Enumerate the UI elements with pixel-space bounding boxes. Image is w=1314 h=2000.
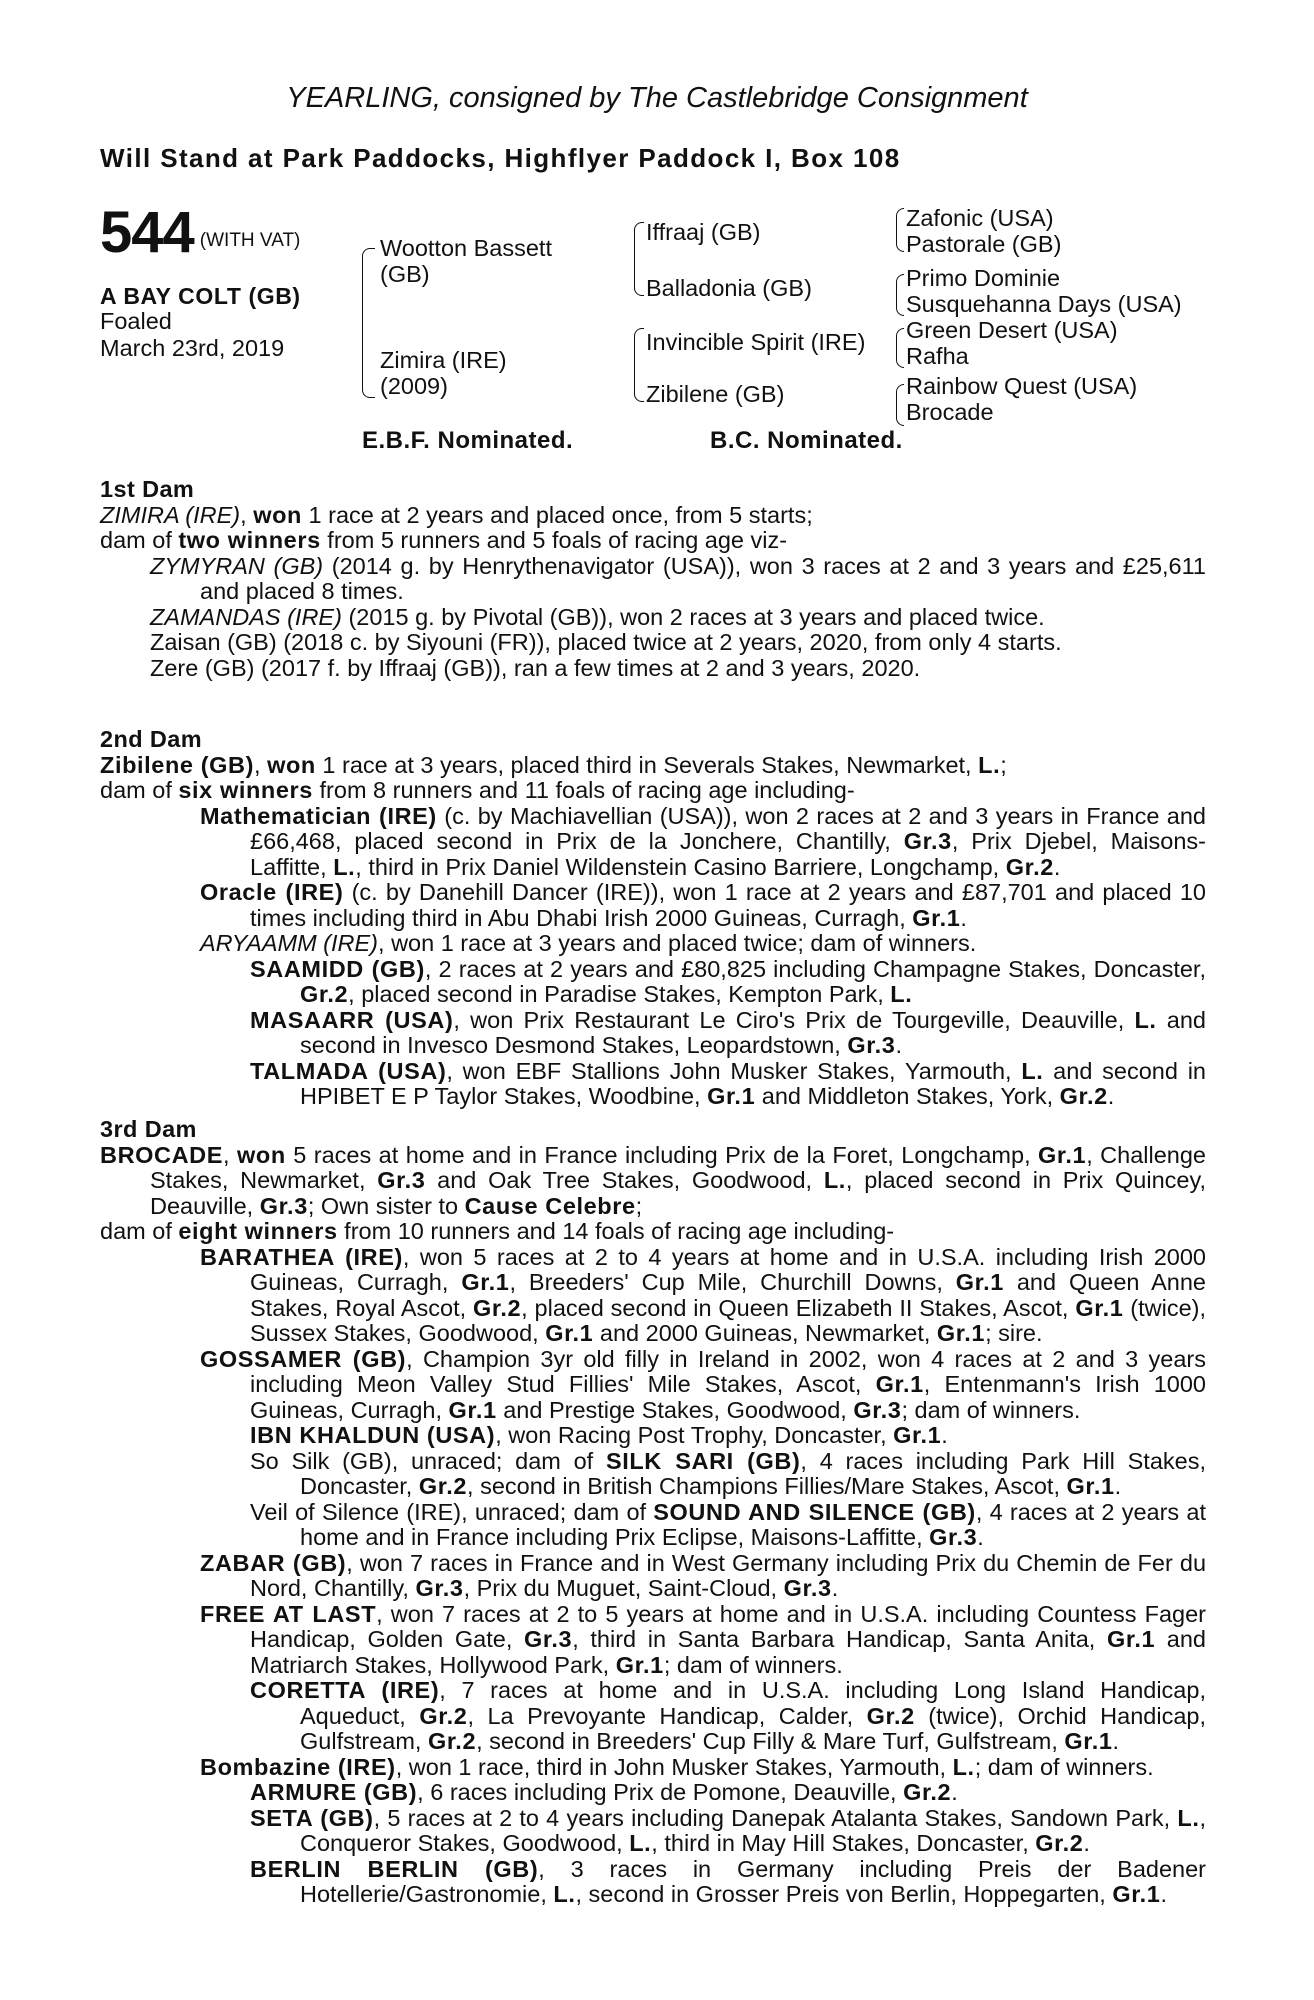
- text-fragment: ;: [1000, 751, 1007, 778]
- sire-dam-dam: Susquehanna Days (USA): [906, 291, 1182, 317]
- sire-dam: Balladonia (GB): [646, 275, 812, 301]
- first-dam-won: won: [253, 501, 302, 528]
- lot-number: 544: [100, 200, 194, 265]
- first-dam-produce-intro: [100, 528, 1206, 554]
- horse-name: MASAARR (USA): [250, 1006, 454, 1033]
- grade-tag: Gr.1: [448, 1396, 497, 1423]
- third-dam-won: won: [237, 1141, 286, 1168]
- text-fragment: ,: [254, 751, 268, 778]
- text-fragment: .: [1083, 1830, 1090, 1856]
- pedigree-brace-main: [362, 248, 375, 398]
- text-fragment: (c. by Danehill Dancer (IRE)), won 1 race at 2 years and £87,701 and placed 10 times including third in Abu Dhabi Irish 2000 Guineas, Curragh,: [250, 879, 1206, 931]
- text-fragment: , won 5 races at 2 to 4 years at home and in U.S.A. including Irish 2000 Guineas, Curragh,: [250, 1243, 1206, 1295]
- grand-produce-entry: [100, 1008, 1206, 1059]
- text-fragment: ; dam of winners.: [663, 1651, 843, 1678]
- third-dam-winners-count: eight winners: [178, 1218, 338, 1244]
- text-fragment: from 5 runners and 5 foals of racing age viz-: [320, 527, 788, 553]
- text-fragment: ;: [635, 1192, 643, 1219]
- text-fragment: dam of: [100, 527, 179, 553]
- text-fragment: , placed second in Paradise Stakes, Kempton Park,: [348, 981, 891, 1007]
- grade-tag: Gr.3: [903, 828, 952, 854]
- text-fragment: and Middleton Stakes, York,: [755, 1083, 1060, 1109]
- second-dam-name: Zibilene (GB): [100, 751, 255, 778]
- pedigree-brace-dd: [896, 384, 904, 426]
- text-fragment: and Matriarch Stakes, Hollywood Park,: [250, 1626, 1207, 1678]
- bc-nominated: B.C. Nominated.: [710, 427, 903, 454]
- grade-tag: Gr.2: [1059, 1083, 1108, 1109]
- text-fragment: , third in Prix Daniel Wildenstein Casino Barriere, Longchamp,: [355, 853, 1006, 880]
- second-dam-won: won: [267, 751, 316, 778]
- text-fragment: , won EBF Stallions John Musker Stakes, Yarmouth,: [446, 1057, 1022, 1084]
- produce-entry: [100, 931, 1206, 957]
- text-fragment: (2014 g. by Henrythenavigator (USA)), won 3 races at 2 and 3 years and £25,611 and placed 8 times.: [200, 552, 1207, 604]
- grade-tag: Gr.2: [300, 981, 349, 1007]
- second-dam-heading: 2nd Dam: [100, 726, 203, 752]
- grade-tag: Gr.3: [783, 1575, 832, 1601]
- text-fragment: , won 1 race, third in John Musker Stakes, Yarmouth,: [395, 1753, 953, 1780]
- text-fragment: and second in HPIBET E P Taylor Stakes, Woodbine,: [300, 1057, 1206, 1109]
- text-fragment: and Oak Tree Stakes, Goodwood,: [425, 1167, 824, 1193]
- text-fragment: from 10 runners and 14 foals of racing age including-: [337, 1218, 895, 1244]
- horse-name: BARATHEA (IRE): [200, 1243, 403, 1270]
- text-fragment: (c. by Machiavellian (USA)), won 2 races at 2 and 3 years in France and £66,468, placed second in Prix de la Jonchere, Chantilly,: [250, 802, 1206, 854]
- second-dam-section: [100, 727, 1206, 1110]
- produce-entry: [100, 1755, 1206, 1781]
- produce-entry: [100, 554, 1206, 605]
- second-dam-winners-count: six winners: [178, 777, 313, 803]
- pedigree-brace-ss: [896, 208, 904, 252]
- horse-name: BERLIN BERLIN (GB): [250, 1855, 539, 1882]
- second-dam-summary: [100, 753, 1206, 779]
- sister-name: Cause Celebre: [464, 1192, 636, 1219]
- ebf-nominated: E.B.F. Nominated.: [362, 427, 574, 454]
- text-fragment: from 8 runners and 11 foals of racing age including-: [312, 777, 855, 803]
- grade-tag: Gr.1: [1112, 1881, 1161, 1907]
- third-dam-produce-intro: [100, 1219, 1206, 1245]
- text-fragment: .: [1114, 1473, 1122, 1499]
- horse-name: SETA (GB): [250, 1804, 374, 1831]
- text-fragment: ; dam of winners.: [901, 1396, 1081, 1423]
- text-fragment: 5 races at home and in France including Prix de la Foret, Longchamp,: [285, 1141, 1039, 1168]
- horse-name: Mathematician (IRE): [200, 802, 437, 829]
- dam-sire-dam: Rafha: [906, 343, 969, 369]
- text-fragment: (2015 g. by Pivotal (GB)), won 2 races at 3 years and placed twice.: [341, 603, 1045, 630]
- lot-number-block: [100, 200, 301, 265]
- grade-tag: Gr.3: [853, 1396, 902, 1423]
- text-fragment: and 2000 Guineas, Newmarket,: [593, 1320, 937, 1346]
- produce-entry: Zaisan (GB) (2018 c. by Siyouni (FR)), placed twice at 2 years, 2020, from only 4 starts.: [150, 629, 1062, 655]
- first-dam-section: [100, 477, 1206, 681]
- listed-tag: L.: [1134, 1006, 1157, 1033]
- text-fragment: and second in Invesco Desmond Stakes, Leopardstown,: [300, 1006, 1206, 1058]
- text-fragment: , 2 races at 2 years and £80,825 including Champagne Stakes, Doncaster,: [424, 955, 1206, 982]
- third-dam-name: BROCADE: [100, 1141, 224, 1168]
- first-dam-name: ZIMIRA (IRE): [100, 501, 241, 528]
- grade-tag: Gr.3: [524, 1626, 573, 1652]
- text-fragment: ,: [223, 1141, 237, 1168]
- foaled-info: [100, 308, 284, 362]
- text-fragment: Veil of Silence (IRE), unraced; dam of: [250, 1498, 654, 1525]
- produce-entry: [100, 1347, 1206, 1424]
- listed-tag: L.: [553, 1881, 576, 1907]
- grade-tag: Gr.2: [473, 1294, 522, 1321]
- text-fragment: .: [1107, 1083, 1115, 1109]
- listed-tag: L.: [1021, 1057, 1044, 1084]
- consignor-line: YEARLING, consigned by The Castlebridge Consignment: [286, 82, 1028, 114]
- dam-dam-dam: Brocade: [906, 399, 994, 425]
- grade-tag: Gr.1: [1038, 1141, 1087, 1168]
- text-fragment: , second in Breeders' Cup Filly & Mare Turf, Gulfstream,: [476, 1728, 1065, 1754]
- grade-tag: Gr.2: [866, 1702, 915, 1729]
- sire-dam-sire: Primo Dominie: [906, 265, 1061, 291]
- horse-name: GOSSAMER (GB): [200, 1345, 407, 1372]
- pedigree-brace-dam: [634, 328, 644, 402]
- first-dam-summary: ZIMIRA (IRE), won 1 race at 2 years and placed once, from 5 starts;: [100, 501, 813, 528]
- grade-tag: Gr.1: [461, 1269, 510, 1295]
- grade-tag: Gr.1: [545, 1320, 594, 1346]
- text-fragment: , second in British Champions Fillies/Mare Stakes, Ascot,: [467, 1473, 1067, 1499]
- text-fragment: , won Racing Post Trophy, Doncaster,: [495, 1422, 894, 1448]
- grand-produce-entry: [100, 957, 1206, 1008]
- first-dam-record: 1 race at 2 years and placed once, from 5 starts;: [301, 501, 813, 528]
- text-fragment: , won Prix Restaurant Le Ciro's Prix de Tourgeville, Deauville,: [453, 1006, 1135, 1033]
- text-fragment: and Prestige Stakes, Goodwood,: [496, 1396, 854, 1423]
- text-fragment: .: [895, 1032, 903, 1058]
- grade-tag: Gr.1: [955, 1269, 1004, 1295]
- text-fragment: , 6 races including Prix de Pomone, Deauville,: [417, 1779, 904, 1805]
- third-dam-heading: 3rd Dam: [100, 1116, 197, 1142]
- text-fragment: , 4 races including Park Hill Stakes, Doncaster,: [300, 1447, 1207, 1499]
- stand-location: Will Stand at Park Paddocks, Highflyer Paddock I, Box 108: [100, 143, 901, 173]
- text-fragment: (twice), Orchid Handicap, Gulfstream,: [300, 1702, 1207, 1754]
- horse-name: SAAMIDD (GB): [250, 955, 425, 982]
- listed-tag: L.: [890, 981, 913, 1007]
- text-fragment: .: [951, 1779, 958, 1805]
- dam-sire: Invincible Spirit (IRE): [646, 329, 866, 355]
- text-fragment: dam of: [100, 1218, 179, 1244]
- grade-tag: Gr.2: [427, 1728, 477, 1754]
- text-fragment: , placed second in Queen Elizabeth II Stakes, Ascot,: [521, 1294, 1076, 1321]
- produce-entry: [100, 1245, 1206, 1347]
- dam-name: Zimira (IRE): [380, 347, 507, 373]
- text-fragment: , won 7 races at 2 to 5 years at home and in U.S.A. including Countess Fager Handicap, Golden Gate,: [250, 1600, 1206, 1652]
- grade-tag: Gr.1: [912, 904, 961, 931]
- dam-dam-sire: Rainbow Quest (USA): [906, 373, 1138, 399]
- text-fragment: , won 1 race at 3 years and placed twice; dam of winners.: [378, 930, 977, 956]
- grade-tag: Gr.3: [929, 1524, 978, 1550]
- sire-sire-dam: Pastorale (GB): [906, 231, 1062, 257]
- text-fragment: , Entenmann's Irish 1000 Guineas, Curragh,: [250, 1371, 1206, 1423]
- text-fragment: , second in Grosser Preis von Berlin, Hoppegarten,: [575, 1881, 1113, 1907]
- text-fragment: , third in Santa Barbara Handicap, Santa Anita,: [572, 1626, 1107, 1652]
- sire-country: (GB): [380, 261, 430, 287]
- horse-name: ZYMYRAN (GB): [150, 552, 324, 579]
- grand-produce-entry: [100, 1059, 1206, 1110]
- text-fragment: , placed second in Prix Quincey, Deauville,: [150, 1167, 1206, 1219]
- grand-produce-entry: [100, 1780, 1206, 1806]
- text-fragment: , Prix du Muguet, Saint-Cloud,: [463, 1575, 784, 1601]
- produce-entry: [100, 880, 1206, 931]
- text-fragment: and Queen Anne Stakes, Royal Ascot,: [250, 1269, 1206, 1321]
- second-dam-produce-intro: [100, 778, 1206, 804]
- first-dam-winners-count: two winners: [178, 527, 321, 553]
- horse-name: ARYAAMM (IRE): [200, 930, 379, 956]
- grade-tag: Gr.1: [707, 1083, 756, 1109]
- text-fragment: , Prix Djebel, Maisons-Laffitte,: [250, 828, 1206, 880]
- listed-tag: L.: [629, 1830, 652, 1856]
- produce-entry: [100, 605, 1206, 631]
- grade-tag: Gr.3: [259, 1192, 308, 1219]
- foaled-date: March 23rd, 2019: [100, 335, 285, 361]
- horse-name: ARMURE (GB): [250, 1779, 418, 1805]
- grade-tag: Gr.2: [1035, 1830, 1084, 1856]
- grand-produce-entry: [100, 1449, 1206, 1500]
- horse-name: SILK SARI (GB): [605, 1447, 801, 1474]
- grade-tag: Gr.1: [893, 1422, 942, 1448]
- third-dam-section: [100, 1117, 1206, 1908]
- text-fragment: , Champion 3yr old filly in Ireland in 2002, won 4 races at 2 and 3 years including Meon Valley Stud Fillies' Mile Stakes, Ascot,: [250, 1345, 1206, 1397]
- produce-entry: [100, 804, 1206, 881]
- text-fragment: ; dam of winners.: [974, 1753, 1154, 1780]
- produce-entry: Zere (GB) (2017 f. by Iffraaj (GB)), ran a few times at 2 and 3 years, 2020.: [150, 654, 921, 681]
- grade-tag: Gr.3: [415, 1575, 464, 1601]
- horse-name: Oracle (IRE): [200, 879, 344, 905]
- horse-name: IBN KHALDUN (USA): [250, 1422, 496, 1448]
- text-fragment: .: [1112, 1728, 1120, 1754]
- grade-tag: Gr.3: [847, 1032, 896, 1058]
- pedigree-brace-sire: [634, 222, 644, 296]
- text-fragment: .: [831, 1575, 839, 1601]
- text-fragment: , 7 races at home and in U.S.A. including Long Island Handicap, Aqueduct,: [300, 1677, 1206, 1729]
- horse-name: FREE AT LAST: [200, 1600, 377, 1627]
- grade-tag: Gr.1: [1075, 1294, 1124, 1321]
- sire-sire-sire: Zafonic (USA): [906, 205, 1054, 231]
- first-dam-heading: 1st Dam: [100, 476, 195, 502]
- horse-name: TALMADA (USA): [250, 1057, 447, 1084]
- text-fragment: ; sire.: [985, 1320, 1043, 1346]
- text-fragment: , 3 races in Germany including Preis der Badener Hotellerie/Gastronomie,: [300, 1855, 1206, 1907]
- grand-produce-entry: [100, 1678, 1206, 1755]
- listed-tag: L.: [978, 751, 1001, 778]
- sire-name: Wootton Bassett: [380, 235, 552, 261]
- pedigree-brace-ds: [896, 328, 904, 368]
- listed-tag: L.: [952, 1753, 975, 1780]
- lot-title: A BAY COLT (GB): [100, 283, 301, 309]
- grade-tag: Gr.2: [1005, 853, 1054, 880]
- dam-sire-sire: Green Desert (USA): [906, 317, 1118, 343]
- grade-tag: Gr.1: [1064, 1728, 1113, 1754]
- text-fragment: 1 race at 3 years, placed third in Severals Stakes, Newmarket,: [315, 751, 979, 778]
- sire-sire: Iffraaj (GB): [646, 219, 761, 245]
- text-fragment: , Breeders' Cup Mile, Churchill Downs,: [509, 1269, 956, 1295]
- text-fragment: .: [1053, 853, 1061, 880]
- text-fragment: , 4 races at 2 years at home and in France including Prix Eclipse, Maisons-Laffitte,: [300, 1498, 1206, 1550]
- produce-entry: [100, 1551, 1206, 1602]
- foaled-label: Foaled: [100, 308, 172, 334]
- grade-tag: Gr.3: [377, 1167, 426, 1193]
- horse-name: ZABAR (GB): [200, 1549, 347, 1576]
- dam-year: (2009): [380, 373, 448, 399]
- grade-tag: Gr.2: [418, 1473, 468, 1499]
- text-fragment: , Conqueror Stakes, Goodwood,: [300, 1804, 1207, 1856]
- grade-tag: Gr.1: [615, 1651, 664, 1678]
- grand-produce-entry: [100, 1857, 1206, 1908]
- text-fragment: dam of: [100, 777, 179, 803]
- text-fragment: So Silk (GB), unraced; dam of: [250, 1447, 606, 1474]
- grade-tag: Gr.1: [1107, 1626, 1156, 1652]
- grade-tag: Gr.2: [419, 1702, 468, 1729]
- third-dam-summary: [100, 1143, 1206, 1220]
- grade-tag: Gr.1: [875, 1371, 924, 1397]
- produce-entry: [100, 1602, 1206, 1679]
- grade-tag: Gr.2: [903, 1779, 952, 1805]
- text-fragment: , third in May Hill Stakes, Doncaster,: [651, 1830, 1036, 1856]
- listed-tag: L.: [333, 853, 356, 880]
- grand-produce-entry: [100, 1500, 1206, 1551]
- text-fragment: , Challenge Stakes, Newmarket,: [150, 1141, 1206, 1193]
- grand-produce-entry: [100, 1423, 1206, 1449]
- dam-dam: Zibilene (GB): [646, 381, 785, 407]
- grand-produce-entry: [100, 1806, 1206, 1857]
- horse-name: SOUND AND SILENCE (GB): [653, 1498, 976, 1525]
- listed-tag: L.: [823, 1167, 846, 1193]
- text-fragment: , won 7 races in France and in West Germany including Prix du Chemin de Fer du Nord, Chantilly,: [250, 1549, 1207, 1601]
- grade-tag: Gr.1: [1066, 1473, 1115, 1499]
- horse-name: ZAMANDAS (IRE): [150, 603, 342, 630]
- text-fragment: , 5 races at 2 to 4 years including Danepak Atalanta Stakes, Sandown Park,: [373, 1804, 1178, 1831]
- text-fragment: (twice), Sussex Stakes, Goodwood,: [250, 1294, 1207, 1346]
- text-fragment: .: [960, 904, 967, 931]
- pedigree-brace-sd: [896, 274, 904, 316]
- text-fragment: .: [1160, 1881, 1168, 1907]
- vat-note: (WITH VAT): [199, 230, 301, 251]
- horse-name: CORETTA (IRE): [250, 1677, 440, 1703]
- text-fragment: .: [941, 1422, 948, 1448]
- grade-tag: Gr.1: [936, 1320, 986, 1346]
- text-fragment: , La Prevoyante Handicap, Calder,: [467, 1702, 867, 1729]
- listed-tag: L.: [1177, 1804, 1200, 1831]
- text-fragment: ; Own sister to: [307, 1192, 465, 1219]
- text-fragment: .: [977, 1524, 984, 1550]
- horse-name: Bombazine (IRE): [200, 1753, 396, 1780]
